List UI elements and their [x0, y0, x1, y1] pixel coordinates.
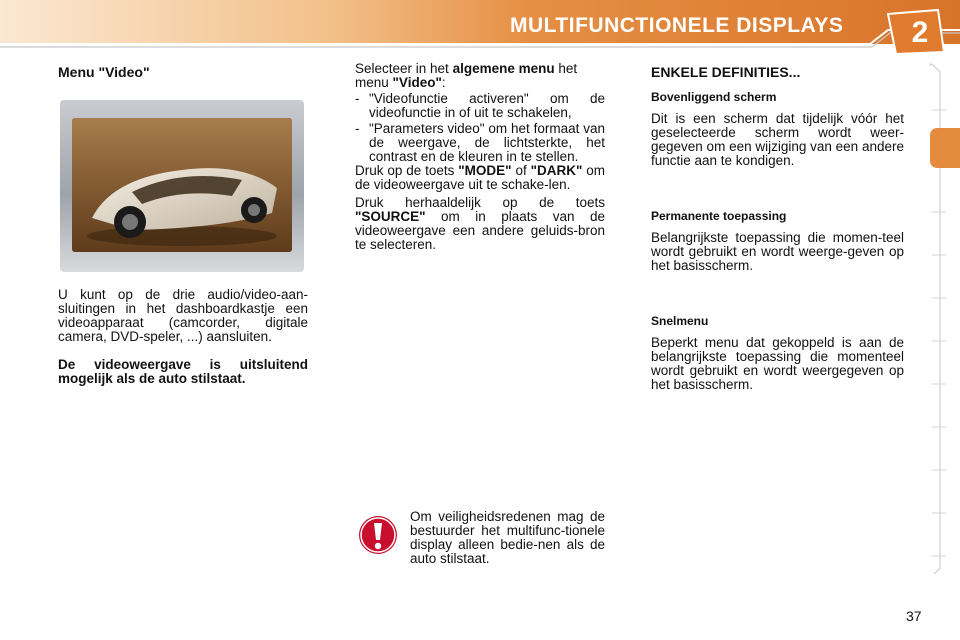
warning-exclamation-icon	[358, 515, 398, 555]
source-instruction: Druk herhaaldelijk op de toets "SOURCE" om in plaats van de videoweergave een andere geluids-bron te selecteren.	[355, 195, 605, 252]
safety-warning: Om veiligheidsredenen mag de bestuurder het multifunc-tionele display alleen bedie-nen als de auto stilstaat.	[410, 509, 605, 566]
definition-text: Dit is een scherm dat tijdelijk vóór het geselecteerde scherm wordt weer-gegeven om een wijziging van een andere functie aan te kondigen.	[651, 111, 904, 168]
definition-term: Snelmenu	[651, 314, 709, 328]
list-item: - "Parameters video" om het formaat van de weergave, de lichtsterkte, het contrast en de kleuren in te stellen.	[355, 121, 605, 164]
display-screen	[72, 118, 292, 252]
video-restriction-note: De videoweergave is uitsluitend mogelijk als de auto stilstaat.	[58, 357, 308, 386]
chapter-title: MULTIFUNCTIONELE DISPLAYS	[510, 14, 844, 37]
dark-key-label: "DARK"	[530, 163, 583, 178]
definition-term: Bovenliggend scherm	[651, 90, 777, 104]
menu-intro: Selecteer in het algemene menu het menu "Video":	[355, 61, 578, 90]
video-instructions	[355, 62, 605, 252]
video-menu-label: "Video"	[392, 75, 442, 90]
definition-text: Belangrijkste toepassing die momen-teel wordt gebruikt en wordt weerge-geven op het basisscherm.	[651, 230, 904, 273]
chapter-tabs	[926, 62, 960, 576]
display-photo	[60, 100, 304, 272]
mode-instruction: Druk op de toets "MODE" of "DARK" om de videoweergave uit te schake-len.	[355, 163, 605, 192]
list-item: - "Videofunctie activeren" om de videofunctie in of uit te schakelen,	[355, 91, 605, 120]
source-key-label: "SOURCE"	[355, 209, 426, 224]
page-number: 37	[906, 608, 922, 624]
concept-car-image	[72, 118, 292, 252]
main-menu-label: algemene menu	[452, 61, 555, 76]
chapter-number: 2	[911, 16, 929, 49]
definitions-title: ENKELE DEFINITIES...	[651, 64, 801, 80]
active-chapter-tab[interactable]	[930, 128, 960, 168]
definition-item	[651, 209, 904, 273]
intro-paragraph: U kunt op de drie audio/video-aan-sluitingen in het dashboardkastje een videoapparaat (camcorder, digitale camera, DVD-speler, ...) aansluiten.	[58, 287, 308, 344]
definition-text: Beperkt menu dat gekoppeld is aan de belangrijkste toepassing die momenteel wordt gebruikt en wordt weergegeven op het basisscherm.	[651, 335, 904, 392]
definition-term: Permanente toepassing	[651, 209, 787, 223]
definition-item	[651, 314, 904, 392]
definition-item	[651, 90, 904, 168]
page-header	[0, 0, 960, 58]
menu-video-title: Menu "Video"	[58, 64, 150, 80]
mode-key-label: "MODE"	[458, 163, 512, 178]
